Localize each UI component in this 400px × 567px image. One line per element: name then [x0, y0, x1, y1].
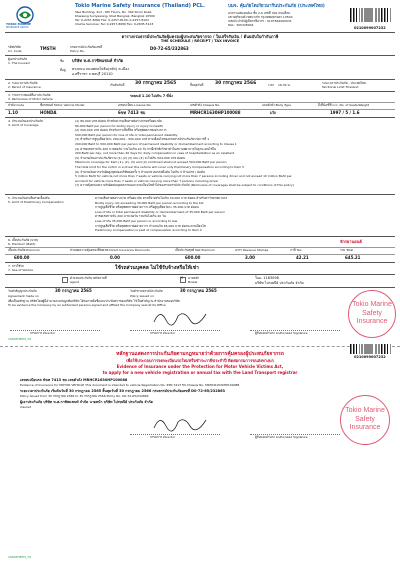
company-address-en2: Khwaeng Suriyawong, Khet Bangrak, Bangkok 10500 — [75, 14, 155, 18]
seal-line: Safety — [362, 309, 382, 317]
preliminary-line: การสูญเสียชีวิต หรือทุพพลภาพอย่างถาวร จำนวนเงิน 65,000 บาท ต่อคน ตามเงื่อนไข — [95, 223, 206, 228]
title-th: ตารางกรมธรรม์ประกันภัยคุ้มครองผู้ประสบภัยจากรถ / ใบเสร็จรับเงิน / ต้นฉบับใบกำกับภาษี — [121, 34, 279, 39]
period-label-th: 2. ระยะเวลาประกันภัย — [8, 81, 38, 85]
logo-subtext: INSURANCE GROUP — [6, 26, 29, 29]
sticker-line2: ระยะเวลาประกันภัย เริ่มต้นวันที่ 30 กรกฎาคม 2565 สิ้นสุดวันที่ 30 กรกฎาคม 2566 กรมธรรม์ประกันภัยเลขที่ D0-72-65/232863 — [20, 389, 225, 393]
sticker-barcode — [350, 344, 392, 354]
premium-header-stamps: อากร Revenue Stamps — [235, 248, 269, 252]
broker-label: นายหน้า — [188, 276, 200, 280]
divider — [5, 32, 395, 33]
agreement-date-en: Agreement made on — [8, 294, 39, 298]
insured-name-label: ชื่อ — [60, 59, 64, 63]
coverage-line: The total limit for the victim in a driver the vehicle will cover only Preliminary Compensation according to Item 5 — [75, 165, 245, 169]
issued-date-label: วันทำกรมธรรม์ประกันภัย — [130, 289, 163, 293]
discount-value: 0.00 — [110, 255, 120, 260]
seal-line: Safety — [355, 415, 375, 423]
tax-value: 42.21 — [296, 255, 309, 260]
coverage-line: (5) จำนวนเงินเอาประกันภัยรวม (1) (2) (3) และ (4) จะไม่เกิน 504,000 บาท ต่อคน — [75, 155, 185, 160]
agent-label: ตัวแทนประกันวินาศภัยรายที่ — [70, 276, 107, 280]
vehicle-header-model: ชื่อรถยนต์ Motor Vehicle Model — [40, 103, 85, 107]
preliminary-line: ความเสียหายต่อร่างกาย หรืออนามัย ตามที่จ่ายจริงไม่เกิน 30,000 บาท ต่อคน สำหรับค่ารักษาพยาบาล — [95, 196, 228, 200]
coverage-line: (2) 500,000 บาท ต่อคน สำหรับการเสียชีวิต หรือทุพพลภาพอย่างถาวร — [75, 128, 167, 133]
director1-label: กรรมการ Director — [30, 331, 56, 335]
company-name-en: Tokio Marine Safety Insurance (Thailand) PCL. — [75, 3, 206, 9]
seal-line: Insurance — [349, 424, 381, 432]
preliminary-line: Preliminary Compensation is paid of compensation according to Item 4 — [95, 228, 202, 233]
company-address-th2: แขวงสุริยวงศ์ เขตบางรัก กรุงเทพมหานคร 10500 — [228, 15, 293, 19]
premium-label-en: 6. Premium (Baht) — [8, 242, 36, 246]
coverage-line: accident for vehicle more than 7 seats or vehicle carrying more than 7 persons including driver — [75, 178, 219, 183]
vehicle-header-license: เลขทะเบียน License No. — [118, 103, 152, 107]
vehicle-header-code: ลำดับ Code — [8, 103, 25, 107]
policy-no-value: D0-72-65/232863 — [150, 46, 189, 51]
coverage-line: (4) ค่าชดเชยรายวัน 200 บาทต่อวัน รวมไม่เกิน 20 วัน กรณีเข้าพักรักษาตัวในสถานพยาบาลในฐานะคนไข้ใน — [75, 146, 217, 151]
divider — [5, 117, 395, 118]
signature-line — [130, 330, 220, 331]
coverage-line: 200 Baht per day, not more than 20 days for daily compensation in case of hospitalization as an inpatient — [75, 151, 235, 156]
branch-code: ของ : 305328004 — [228, 23, 254, 27]
sticker-line1: เลขทะเบียนรถ 6ขท 7413 ชบ เลขตัวถัง MRHCR1630HP100088 — [20, 378, 128, 382]
sticker-line3: ผู้เอาประกันภัย บริษัท ห.ศ.กาซิพแชนท์ จำกัด นายหน้า บริษัท ไปรษณีย์ ประกันภัย จำกัด — [20, 400, 153, 404]
coverage-label-en: 4. Limit of Coverage — [8, 123, 39, 127]
coverage-line: 500,000 Baht per person for loss of life or total permanent disability — [75, 132, 178, 137]
signature-director — [150, 306, 210, 328]
period-label-en: 2. Period of Insurance — [8, 85, 41, 89]
witness-th: เพื่อเป็นหลักฐาน บริษัทโดยผู้มีอำนาจลงนามผูกพันบริษัท ได้ลงลายมือชื่อและประทับตราของบริษัท ไว้เป็นสำคัญ ณ สำนักงานของบริษัท — [8, 299, 180, 303]
period-time-label: เวลา — [268, 83, 275, 87]
sticker-title-en2: to apply for a new vehicle registration or annual tax with the Land Transport registrar — [102, 370, 298, 375]
premium-header-tax: ภาษี Tax — [290, 248, 302, 252]
coverage-line: (3) สำหรับการสูญเสียอวัยวะ 200,000 - 500,000 บาท ตามเงื่อนไขของกรมธรรม์ประกันภัยรายการที่ 1 — [75, 137, 210, 142]
co-code-label-en: Co. Code — [8, 49, 22, 53]
period-from: 30 กรกฎาคม 2565 — [135, 81, 177, 86]
vehicle-license: 6ขท 7413 ชบ — [118, 110, 146, 115]
agent-label-en: Agent — [70, 280, 79, 284]
sticker-signature — [150, 412, 210, 434]
company-address-en: S&A Building, 2nd - 6th Floors, No. 302 Silom Road, — [75, 10, 153, 14]
premium-vehicle-type: จักรยานยนต์ — [340, 239, 362, 244]
period-to: 30 กรกฎาคม 2566 — [215, 81, 257, 86]
signature-line — [10, 330, 100, 331]
sticker-title-th2: เพื่อใช้ประกอบการจดทะเบียนรถใหม่หรือชำระภาษีประจำปี ติดต่อกรมการขนส่งทางบก — [126, 358, 274, 363]
broker-check-icon: ✕ — [180, 275, 184, 280]
broker-name: บริษัท ไปรษณีย์ ประกันภัย จำกัด — [255, 281, 304, 285]
sticker-title-en: Evidence of Insurance under the Protection for Motor Vehicle Victims Act, — [116, 364, 284, 369]
vehicle-header-chassis: เลขตัวถัง Chassis No. — [190, 103, 221, 107]
sticker-title-th: หลักฐานแสดงการประกันภัยตามกฎหมายว่าด้วยการคุ้มครองผู้ประสบภัยจากรถ — [116, 351, 284, 357]
vehicle-usage: รถยนต์ 1.10 ไม่เกิน 7 ที่นั่ง — [130, 94, 173, 98]
preliminary-label-th: 5. จำนวนเงินค่าเสียหายเบื้องต้น — [8, 196, 50, 200]
preliminary-line: การสูญเสียชีวิต หรือทุพพลภาพอย่างถาวร หรือสูญเสียอวัยวะ 35,000 บาท ต่อคน — [95, 205, 199, 210]
insured-address: ตรงถนน ถนนพหลโยธิน(หลัก) ต.เมือง — [72, 67, 130, 71]
vehicle-label-th: 3. รายการรถยนต์ที่เอาประกันภัย — [8, 93, 51, 97]
divider — [5, 79, 395, 80]
territory-en: Territorial Limit Thailand — [322, 85, 359, 89]
sticker-policy-box: 0210099007232 — [354, 355, 386, 359]
sticker-director-label: กรรมการ Director — [150, 435, 176, 439]
vehicle-code: 1.10 — [8, 110, 18, 115]
broker-label-en: Broker — [188, 280, 198, 284]
coverage-label-th: 4. จำนวนเงินเอาประกันภัย — [8, 119, 43, 123]
insured-address-label: ที่อยู่ — [60, 68, 66, 72]
vehicle-chassis: MRHCR1630HP100088 — [190, 110, 241, 115]
coverage-line: (6) จำนวนเงินความรับผิดสูงสุดของบริษัทต่อครั้ง 5 ล้านบาท ต่อรถหนึ่งคัน ไม่เกิน 5 ล้านบาท / ต่อคัน — [75, 169, 205, 174]
tear-line — [0, 346, 400, 347]
policy-no-label-th: กรมธรรม์ประกันภัยเลขที่ — [70, 45, 103, 49]
company-address-th: อาคารเอสแอนด์เอ ชั้น 2-6 เลขที่ 302 ถนนสีลม — [228, 11, 290, 15]
tax-id: เลขประจำตัวผู้เสียภาษีอากร : 0107564000031 — [228, 19, 292, 23]
seal-line: Insurance — [356, 318, 388, 326]
signature-line — [130, 434, 220, 435]
divider — [5, 55, 395, 56]
use-label-en: 7. Use of Vehicle — [8, 268, 33, 272]
company-seal — [348, 290, 396, 338]
policy-box-number: 0210099007232 — [354, 26, 386, 30]
seal-line: Tokio Marine — [352, 301, 392, 309]
divider — [5, 274, 395, 275]
divider — [5, 194, 395, 195]
premium-header-premium: เบี้ยประกันภัย Premium — [8, 248, 40, 252]
use-label-th: 7. การใช้รถ — [8, 264, 24, 268]
agreement-date: 30 กรกฎาคม 2565 — [55, 288, 92, 293]
total-value: 645.21 — [345, 255, 361, 260]
premium-value: 600.00 — [14, 255, 30, 260]
net-premium-value: 600.00 — [185, 255, 201, 260]
territory-th: ระยะเวลาประกันภัย - ประเทศไทย — [322, 81, 366, 85]
form-code: 100STH6TH_72 — [8, 337, 32, 341]
preliminary-line: Loss of life or total permanent disability or dismemberment of 35,000 Baht per person — [95, 209, 225, 214]
director2-label: กรรมการ Director — [150, 331, 176, 335]
coverage-line: (1) 80,000 บาท ต่อคน สำหรับความเสียหายต่อร่างกายหรืออนามัย — [75, 119, 162, 123]
preliminary-line: ค่าชดเชยรายวัน 200 บาท ต่อวัน รวมกันไม่เกิน 20 วัน — [95, 214, 166, 219]
period-time: 16.30 น. — [278, 83, 291, 87]
vehicle-header-cc: ปี/ที่นั่ง/ซีซี C.C. No. of Seats/Weight — [318, 103, 370, 107]
coverage-line: 200,000 Baht to 500,000 Baht per person of permanent disability or dismemberment according to Clause 1 — [75, 142, 237, 146]
use-value: ใช้รถส่วนบุคคล ไม่ใช้รับจ้างหรือให้เช่า — [115, 265, 199, 271]
insured-name: บริษัท ห.ศ.กาซิพแชนท์ จำกัด — [72, 58, 124, 63]
premium-header-discount: ส่วนลดความคุ้มครองที่ชดเชย Direct Insurance Discounts — [70, 248, 150, 252]
insured-label-en: 1. The Insured — [8, 61, 30, 65]
divider — [5, 236, 395, 237]
company-claims: Claims Services: Tel: 0-2257-8080 Fax: 0-2635-5123 — [75, 22, 154, 26]
issued-date-en: Policy issued on — [130, 294, 154, 298]
premium-label-th: 6. เบี้ยประกันภัย (บาท) — [8, 238, 39, 242]
premium-header-total: รวม Total — [340, 248, 354, 252]
insured-address2: อ.ศรีราชา จ.ชลบุรี 20110 — [72, 72, 113, 76]
logo-text: TOKIO MARINE — [6, 22, 31, 26]
co-code-label-th: รหัสบริษัท — [8, 45, 21, 49]
sticker-form-code: 100STH6TH_72 — [8, 555, 32, 559]
preliminary-line: Bodily injury not exceeding 30,000 Baht per person according to the bill — [95, 200, 204, 205]
barcode — [350, 8, 392, 22]
agreement-date-label: วันทำสัญญาประกันภัย — [8, 289, 37, 293]
company-name-th: บมจ. คุ้มภัยโตเกียวมารีนประกันภัย (ประเทศไทย) — [228, 4, 325, 9]
co-code-value: TMSTH — [40, 46, 56, 51]
sticker-authorized-label: ผู้รับมอบอำนาจ Authorized Signature — [255, 435, 308, 439]
preliminary-label-en: 5. Limit of Preliminary Compensation — [8, 200, 64, 204]
divider — [5, 91, 395, 92]
coverage-line: Maximum coverage for item (1), (2), (3) and (4) combined shall not exceed 504,000 Baht per person — [75, 160, 227, 165]
vehicle-body: เก๋ง — [270, 110, 276, 115]
premium-header-net: เบี้ยประกันสุทธิ Net Premium — [175, 248, 215, 252]
period-from-label: เริ่มต้นวันที่ — [110, 83, 125, 87]
agent-checkbox — [62, 277, 68, 283]
vehicle-model: HONDA — [40, 110, 57, 115]
vehicle-header-body: แบบตัวถัง Body Type — [262, 103, 292, 107]
witness-en: To be evidence the Company by an authorized persons signed and affixed the Company seal at its Office — [8, 303, 166, 307]
sticker-line2-en: Policy Issued from 30 กรกฎาคม 2565 to 30 กรกฎาคม 2566 Policy No. D0-72-65/232863 — [20, 394, 149, 398]
divider — [5, 254, 395, 255]
coverage-line: 5 million Baht for vehicle not more than 7 seats or vehicle carrying not more than 7 persons including driver and not exceed 10 million Baht per — [75, 174, 292, 179]
authorized-label: ผู้รับมอบอำนาจ Authorized Signature — [255, 331, 308, 335]
divider — [5, 262, 395, 263]
title-en: THE SCHEDULE / RECEIPT / TAX INVOICE — [160, 39, 240, 43]
sticker-line1-en: Evidence of Insurance for MOTOR VEHICLE This document is intended to vehicle Registration No. 6ขท 7413 ชบ Chassis No. MRHCR1630HP100088 — [20, 383, 240, 387]
coverage-line: 80,000 Baht per person for bodily injury or injury to health — [75, 123, 164, 128]
sticker-company-seal — [340, 395, 390, 445]
period-to-label: สิ้นสุดวันที่ — [190, 83, 204, 87]
insured-label-th: ผู้เอาประกันภัย — [8, 57, 27, 61]
company-tel: Tel: 0-2257-8000 Fax: 0-2257-8104, 0-2257-8103 — [75, 18, 149, 22]
issued-date: 30 กรกฎาคม 2565 — [180, 288, 217, 293]
sticker-line3-en: Insured — [20, 405, 32, 409]
stamps-value: 3.00 — [245, 255, 255, 260]
vehicle-cc: 1997 / 5 / 1.6 — [330, 110, 360, 115]
preliminary-line: Loss of life 35,000 Baht per person or according to law — [95, 219, 178, 223]
seal-line: Tokio Marine — [345, 407, 385, 415]
vehicle-label-en: 3. Particulars of Motor Vehicle — [8, 97, 53, 101]
broker-license: ใบอ. 1163098 — [255, 276, 279, 280]
policy-no-label-en: Policy No. — [70, 49, 85, 53]
coverage-line: (7) ความคุ้มครองความรับผิดต่อบุคคลภายนอก ตามเงื่อนไขทั่วไปของกรมธรรม์ประกันภัย (Particulars of coverages shall be subject to conditions of this policy) — [75, 183, 294, 188]
